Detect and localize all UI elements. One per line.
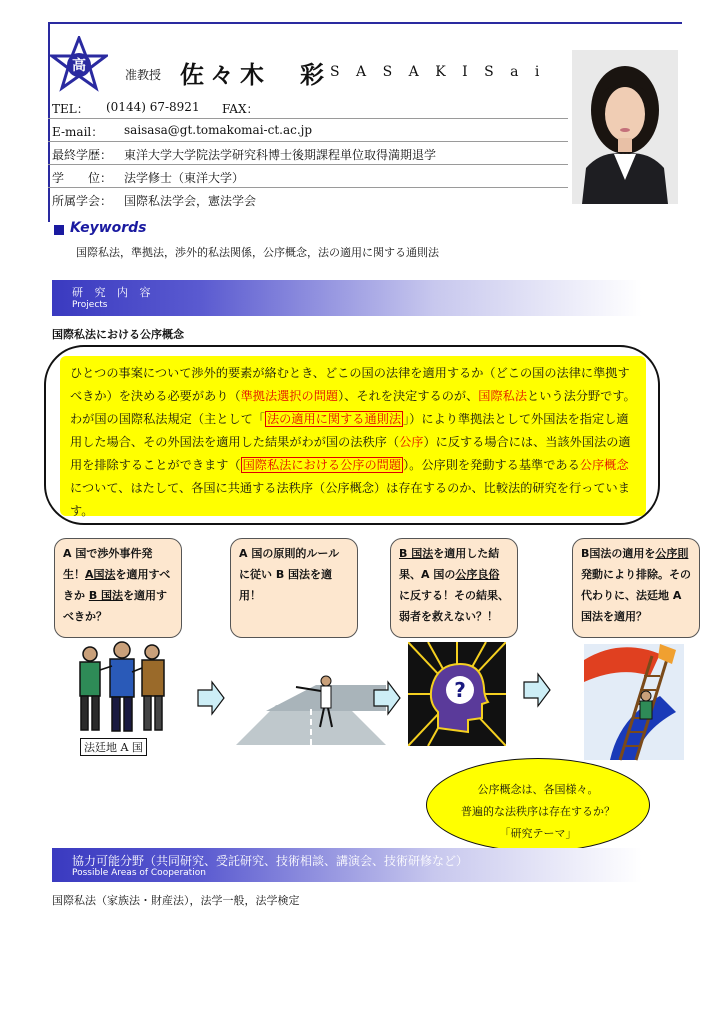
step-text: 公序良俗 bbox=[455, 568, 500, 581]
ellipse-line-1: 公序概念は、各国様々。 bbox=[477, 783, 599, 796]
arrow-right-icon bbox=[196, 680, 226, 716]
highlight-term: 国際私法 bbox=[478, 389, 528, 403]
divider bbox=[48, 187, 568, 188]
step-box-3 bbox=[390, 538, 518, 638]
text-segment: ）、それを決定するのが、 bbox=[338, 389, 479, 403]
text-segment: ひとつの事案について渉外的要素が絡むとき、どこの国の法律を適用するか（どこの国の法律に準拠すべきか）を決める必要があり（ bbox=[70, 366, 630, 403]
research-bar-title: 研 究 内 容 bbox=[72, 286, 155, 299]
step-text: を適用した結果、A 国の bbox=[399, 547, 500, 581]
email-label: E-mail： bbox=[52, 125, 104, 139]
step-text: A国法 bbox=[85, 568, 116, 581]
text-segment: ）に反する場合には、当該外国法の適用を排除することができます（ bbox=[70, 435, 631, 472]
step-text: B 国法 bbox=[88, 589, 124, 602]
step-text: B 国法 bbox=[399, 547, 434, 560]
arrow-right-icon bbox=[372, 680, 402, 716]
step-text: A 国の原則的ルールに従い B 国法を適用！ bbox=[239, 547, 340, 602]
school-emblem-icon bbox=[50, 36, 108, 94]
step-text: に反する！その結果、弱者を救えない？！ bbox=[399, 589, 509, 623]
highlight-term: 国際私法における公序の問題 bbox=[242, 458, 402, 472]
highlight-term: 準拠法選択の問題 bbox=[240, 389, 339, 403]
court-label: 法廷地 A 国 bbox=[80, 738, 147, 756]
crossroad-illustration bbox=[236, 665, 386, 745]
research-section-bar bbox=[52, 280, 642, 316]
header-frame-top bbox=[48, 22, 682, 24]
step-text: 発動により排除。その代わりに、法廷地 A 国法を適用？ bbox=[581, 568, 691, 623]
text-segment: について、はたして、各国に共通する法秩序（公序概念）は存在するのか、比較法的研究を行っています。 bbox=[70, 481, 630, 518]
keywords-bullet-icon bbox=[54, 225, 64, 235]
tel-label: TEL： bbox=[52, 102, 89, 116]
fax-label: FAX： bbox=[222, 102, 259, 116]
step-text: A 国で渉外事件発生！ bbox=[63, 547, 153, 581]
cooperation-bar-title: 協力可能分野（共同研究、受託研究、技術相談、講演会、技術研修など） bbox=[72, 854, 469, 868]
question-head-icon bbox=[408, 642, 506, 746]
research-description bbox=[70, 362, 640, 523]
arrow-right-icon bbox=[522, 672, 552, 708]
divider bbox=[48, 164, 568, 165]
highlight-term: 公序 bbox=[399, 435, 424, 449]
step-text: B国法の適用を bbox=[581, 547, 656, 560]
portrait-photo bbox=[572, 50, 678, 204]
step-box-2 bbox=[230, 538, 358, 638]
email-link[interactable]: saisasa@gt.tomakomai-ct.ac.jp bbox=[124, 123, 313, 137]
research-bar-subtitle: Projects bbox=[72, 300, 108, 310]
text-segment: ）。公序則を発動する基準である bbox=[403, 458, 580, 472]
cooperation-bar-subtitle: Possible Areas of Cooperation bbox=[72, 868, 206, 878]
divider bbox=[48, 118, 568, 119]
keywords-title: Keywords bbox=[70, 220, 147, 236]
society-value: 国際私法学会，憲法学会 bbox=[124, 194, 257, 208]
research-subheading: 国際私法における公序概念 bbox=[52, 328, 184, 341]
arguing-people-illustration bbox=[62, 640, 186, 736]
tel-value: (0144) 67-8921 bbox=[106, 100, 200, 114]
education-value: 東洋大学大学院法学研究科博士後期課程単位取得満期退学 bbox=[124, 148, 437, 162]
ellipse-line-2: 普遍的な法秩序は存在するか？ bbox=[461, 805, 615, 818]
name-en: S A S A K I S a i bbox=[330, 64, 546, 80]
research-theme-ellipse bbox=[426, 758, 650, 852]
step-text: を適用すべきか？ bbox=[63, 589, 168, 623]
step-box-4 bbox=[572, 538, 700, 638]
ellipse-line-3: 「研究テーマ」 bbox=[499, 827, 577, 840]
society-label: 所属学会： bbox=[52, 194, 113, 208]
highlight-term: 公序概念 bbox=[579, 458, 629, 472]
name-jp: 佐々木 彩 bbox=[180, 60, 330, 89]
keywords-text: 国際私法，準拠法，渉外的私法関係，公序概念，法の適用に関する通則法 bbox=[76, 246, 439, 259]
education-label: 最終学歴： bbox=[52, 148, 113, 162]
step-text: を適用すべきか bbox=[63, 568, 171, 602]
text-segment: という法分野です。わが国の国際私法規定（主として「 bbox=[70, 389, 636, 426]
svg-text:高: 高 bbox=[72, 58, 86, 74]
step-text: 公序則 bbox=[655, 547, 689, 560]
cooperation-text: 国際私法（家族法・財産法），法学一般，法学検定 bbox=[52, 894, 300, 907]
divider bbox=[48, 141, 568, 142]
step-box-1 bbox=[54, 538, 182, 638]
highlight-term: 法の適用に関する通則法 bbox=[267, 412, 402, 426]
degree-label: 学 位： bbox=[52, 171, 113, 185]
ladder-climb-illustration bbox=[580, 636, 690, 764]
text-segment: 」）により準拠法として外国法を指定し適用した場合、その外国法を適用した結果がわが国の法秩序（ bbox=[70, 412, 629, 449]
cooperation-section-bar bbox=[52, 848, 642, 882]
title-label: 准教授 bbox=[125, 68, 162, 82]
svg-text:?: ? bbox=[454, 678, 466, 702]
degree-value: 法学修士（東洋大学） bbox=[124, 171, 245, 185]
